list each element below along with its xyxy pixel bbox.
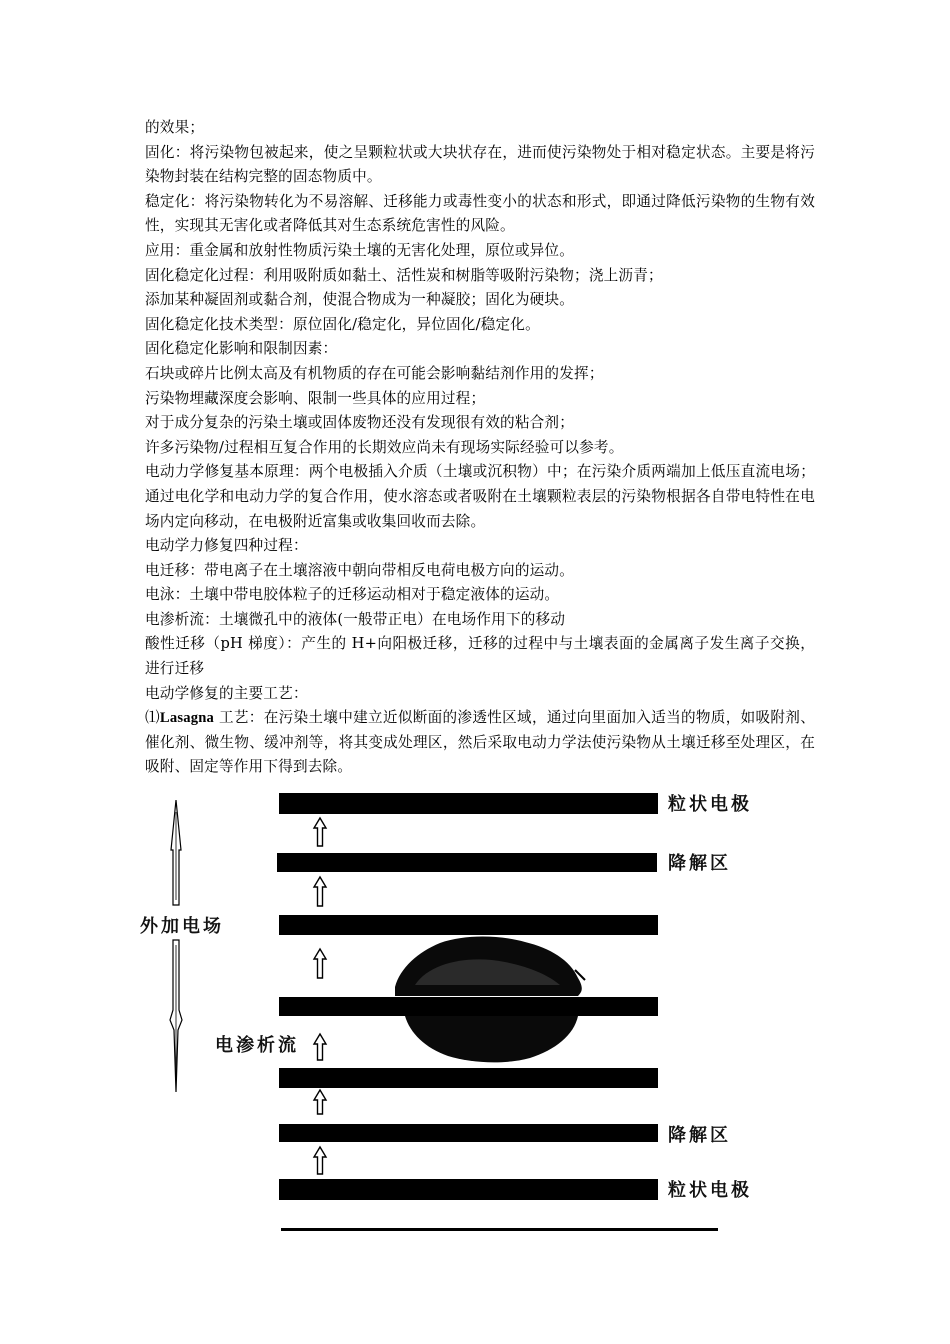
paragraph: 固化稳定化技术类型：原位固化/稳定化，异位固化/稳定化。 — [145, 315, 540, 333]
paragraph: 石块或碎片比例太高及有机物质的存在可能会影响黏结剂作用的发挥； — [145, 364, 604, 382]
up-arrow-icon — [314, 949, 326, 978]
soil-layer — [279, 1068, 658, 1088]
paragraph: 电泳：土壤中带电胶体粒子的迁移运动相对于稳定液体的运动。 — [145, 586, 560, 604]
top-degradation-layer — [277, 853, 657, 872]
paragraph: 对于成分复杂的污染土壤或固体废物还没有发现很有效的粘合剂； — [145, 414, 575, 432]
top-electrode-layer — [279, 793, 658, 814]
up-arrow-icon — [314, 1034, 326, 1060]
up-arrow-icon — [314, 1147, 326, 1174]
paragraph: 应用：重金属和放射性物质污染土壤的无害化处理，原位或异位。 — [145, 241, 575, 259]
lasagna-term: Lasagna — [159, 710, 215, 727]
list-marker: ⑴ — [145, 709, 160, 727]
electric-field-label: 外加电场 — [140, 916, 224, 937]
contaminant-plume — [395, 937, 585, 1063]
lasagna-paragraph — [145, 706, 815, 780]
soil-layer — [279, 915, 658, 935]
paragraph: 固化稳定化影响和限制因素： — [145, 340, 338, 358]
paragraph: 电动学力修复四种过程： — [145, 537, 308, 555]
top-electrode-label: 粒状电极 — [668, 794, 752, 815]
paragraph: 固化稳定化过程：利用吸附质如黏土、活性炭和树脂等吸附污染物；浇上沥青； — [145, 266, 663, 284]
electroosmosis-label: 电渗析流 — [215, 1035, 299, 1056]
up-arrow-icon — [314, 877, 326, 906]
bottom-electrode-label: 粒状电极 — [668, 1180, 752, 1201]
paragraph: 酸性迁移（pH 梯度）：产生的 H+向阳极迁移，迁移的过程中与土壤表面的金属离子发生离子交换，进行迁移 — [145, 635, 815, 678]
paragraph: 污染物埋藏深度会影响、限制一些具体的应用过程； — [145, 389, 486, 407]
document-body — [145, 116, 815, 780]
bottom-degradation-layer — [279, 1124, 658, 1142]
paragraph: 电迁移：带电离子在土壤溶液中朝向带相反电荷电极方向的运动。 — [145, 561, 575, 579]
soil-layer — [279, 997, 658, 1016]
bottom-degradation-label: 降解区 — [668, 1125, 731, 1146]
up-arrow-icon — [314, 1090, 326, 1114]
lasagna-text: 工艺：在污染土壤中建立近似断面的渗透性区域，通过向里面加入适当的物质，如吸附剂、催化剂、微生物、缓冲剂等，将其变成处理区，然后采取电动力学法使污染物从土壤迁移至处理区，在吸附、固定等作用下得到去除。 — [145, 709, 815, 776]
paragraph: 固化：将污染物包被起来，使之呈颗粒状或大块状存在，进而使污染物处于相对稳定状态。主要是将污染物封装在结构完整的固态物质中。 — [145, 143, 815, 186]
paragraph: 电动力学修复基本原理：两个电极插入介质（土壤或沉积物）中；在污染介质两端加上低压直流电场；通过电化学和电动力学的复合作用，使水溶态或者吸附在土壤颗粒表层的污染物根据各自带电特性在电场内定向移动，在电极附近富集或收集回收而去除。 — [145, 463, 815, 530]
paragraph: 的效果； — [145, 119, 205, 136]
paragraph: 电动学修复的主要工艺： — [145, 684, 308, 702]
top-degradation-label: 降解区 — [668, 853, 731, 874]
bottom-electrode-layer — [279, 1179, 658, 1200]
electric-field-arrow-icon — [170, 800, 182, 1092]
paragraph: 电渗析流：土壤微孔中的液体(一般带正电）在电场作用下的移动 — [145, 610, 566, 628]
paragraph: 稳定化：将污染物转化为不易溶解、迁移能力或毒性变小的状态和形式，即通过降低污染物的生物有效性，实现其无害化或者降低其对生态系统危害性的风险。 — [145, 192, 815, 235]
paragraph: 添加某种凝固剂或黏合剂，使混合物成为一种凝胶；固化为硬块。 — [145, 291, 575, 309]
paragraph: 许多污染物/过程相互复合作用的长期效应尚未有现场实际经验可以参考。 — [145, 438, 624, 456]
base-line — [281, 1228, 718, 1231]
up-arrow-icon — [314, 818, 326, 846]
